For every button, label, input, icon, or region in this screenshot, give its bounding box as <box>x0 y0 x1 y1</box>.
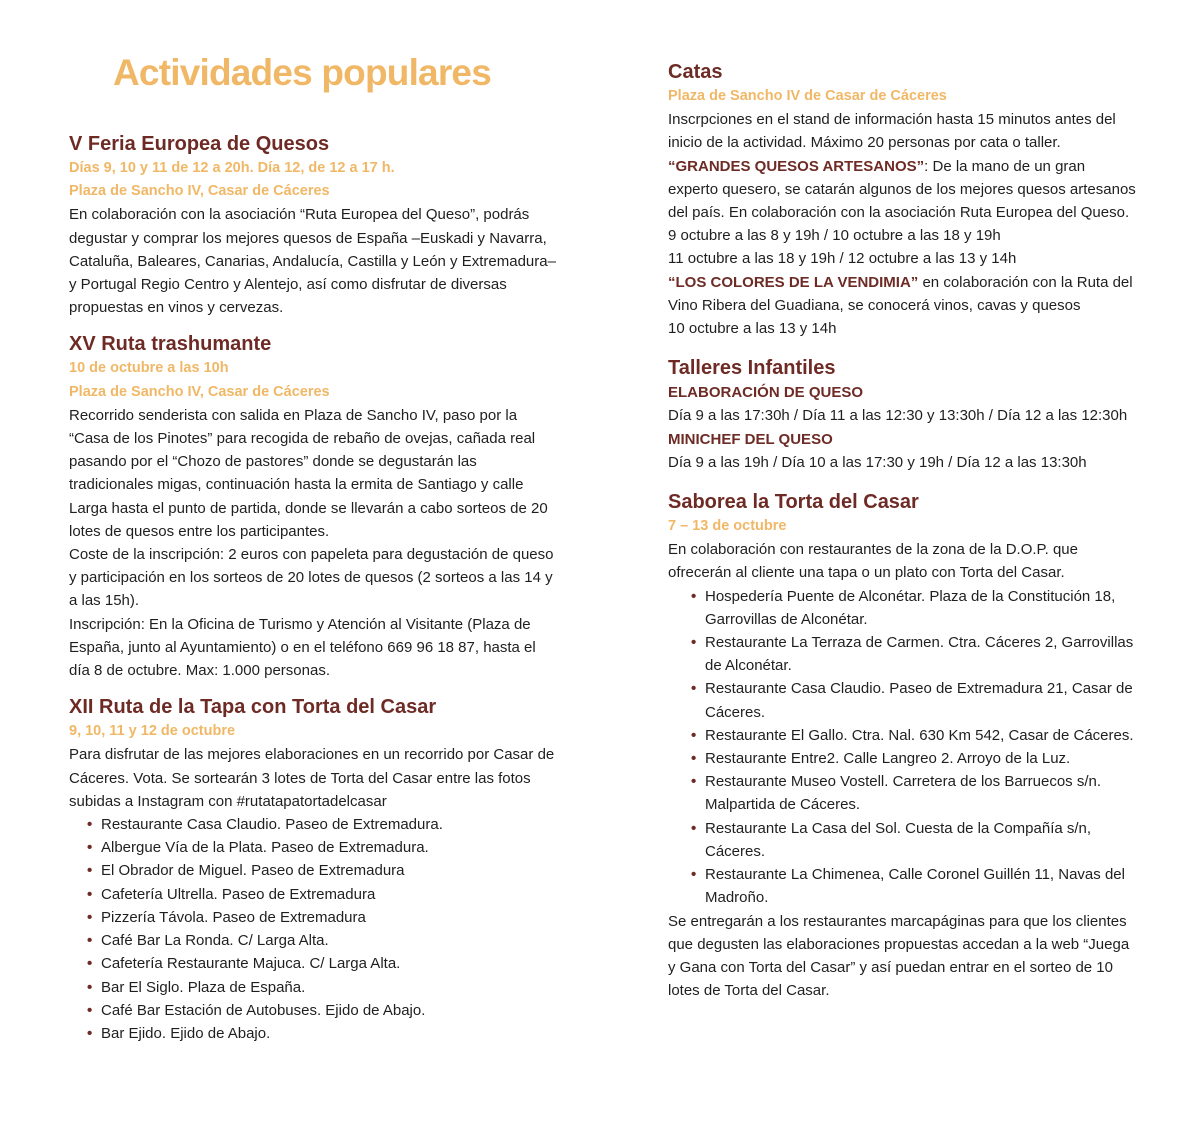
list-item: • Restaurante Casa Claudio. Paseo de Extremadura. <box>87 813 559 836</box>
list-item: • Cafetería Restaurante Majuca. C/ Larga Alta. <box>87 952 559 975</box>
list-item: • Café Bar Estación de Autobuses. Ejido de Abajo. <box>87 999 559 1022</box>
list-item: • Restaurante La Casa del Sol. Cuesta de la Compañía s/n, Cáceres. <box>691 817 1138 863</box>
section-feria <box>69 131 559 319</box>
section-title: V Feria Europea de Quesos <box>69 133 330 155</box>
list-item: • Restaurante Museo Vostell. Carretera de los Barruecos s/n. Malpartida de Cáceres. <box>691 770 1138 816</box>
cata-text: : De la mano de un gran experto quesero, se catarán algunos de los mejores quesos artesanos del país. En colaboración con la asociación Ruta Europea del Queso. <box>668 157 1136 222</box>
event-place: Plaza de Sancho IV de Casar de Cáceres <box>668 88 947 104</box>
event-place: Plaza de Sancho IV, Casar de Cáceres <box>69 183 330 200</box>
list-item: • Restaurante La Chimenea, Calle Coronel Guillén 11, Navas del Madroño. <box>691 863 1138 909</box>
list-item: • Restaurante Entre2. Calle Langreo 2. Arroyo de la Luz. <box>691 747 1138 770</box>
section-catas <box>668 59 1138 340</box>
event-description: Recorrido senderista con salida en Plaza de Sancho IV, paso por la “Casa de los Pinotes” para recogida de rebaño de ovejas, cañada real pasando por el “Chozo de pastores” donde se degustarán las tradicionales migas, continuación hasta la ermita de Santiago y calle Larga hasta el punto de partida, donde se llevarán a cabo sorteos de 20 lotes de quesos entre los participantes. <box>69 406 548 540</box>
cata-grandes-quesos <box>668 155 1138 225</box>
section-title: Saborea la Torta del Casar <box>668 491 919 514</box>
section-saborea-torta <box>668 489 1138 1002</box>
left-column <box>69 131 559 1045</box>
section-ruta-tapa <box>69 694 559 1045</box>
page-title: Actividades populares <box>113 52 491 93</box>
event-dates: 7 – 13 de octubre <box>668 518 787 535</box>
section-ruta-trashumante <box>69 331 559 682</box>
cata-dates: 10 octubre a las 13 y 14h <box>668 320 837 338</box>
event-description: Para disfrutar de las mejores elaboraciones en un recorrido por Casar de Cáceres. Vota. Se sortearán 3 lotes de Torta del Casar entre las fotos subidas a Instagram con #rutatapatortadelcasar <box>69 746 555 810</box>
taller-dates: Día 9 a las 19h / Día 10 a las 17:30 y 19h / Día 12 a las 13:30h <box>668 453 1087 471</box>
section-title: XV Ruta trashumante <box>69 333 272 356</box>
section-talleres <box>668 355 1138 474</box>
right-column <box>668 59 1138 1002</box>
list-item: • Albergue Vía de la Plata. Paseo de Extremadura. <box>87 836 559 859</box>
cata-colores-vendimia <box>668 271 1138 317</box>
event-info: Inscrpciones en el stand de información hasta 15 minutos antes del inicio de la actividad. Máximo 20 personas por cata o taller. <box>668 111 1116 152</box>
cata-dates: 11 octubre a las 18 y 19h / 12 octubre a las 13 y 14h <box>668 250 1017 268</box>
event-dates: Días 9, 10 y 11 de 12 a 20h. Día 12, de 12 a 17 h. <box>69 160 395 176</box>
list-item: • Pizzería Távola. Paseo de Extremadura <box>87 906 559 929</box>
event-description: En colaboración con la asociación “Ruta Europea del Queso”, podrás degustar y comprar los mejores quesos de España –Euskadi y Navarra, Cataluña, Baleares, Canarias, Andalucía, Castilla y León y Extremadura– y Portugal Regio Centro y Alentejo, así como disfrutar de diversas propuestas en vinos y cervezas. <box>69 206 556 317</box>
list-item: • Bar El Siglo. Plaza de España. <box>87 976 559 999</box>
event-closing: Se entregarán a los restaurantes marcapáginas para que los clientes que degusten las elaboraciones propuestas accedan a la web “Juega y Gana con Torta del Casar” y así puedan entrar en el sorteo de 10 lotes de Torta del Casar. <box>668 912 1130 1000</box>
list-item: • Cafetería Ultrella. Paseo de Extremadura <box>87 883 559 906</box>
cata-text: en colaboración con la Ruta del Vino Ribera del Guadiana, se conocerá vinos, cavas y quesos <box>668 273 1133 314</box>
taller-dates: Día 9 a las 17:30h / Día 11 a las 12:30 y 13:30h / Día 12 a las 12:30h <box>668 407 1128 425</box>
list-item: • Bar Ejido. Ejido de Abajo. <box>87 1022 559 1045</box>
event-cost: Coste de la inscripción: 2 euros con papeleta para degustación de queso y participación en los sorteos de 20 lotes de quesos (2 sorteos a las 14 y a las 15h). <box>69 546 554 610</box>
event-dates: 9, 10, 11 y 12 de octubre <box>69 723 236 740</box>
event-date: 10 de octubre a las 10h <box>69 360 229 377</box>
section-title: Talleres Infantiles <box>668 357 836 380</box>
torta-restaurant-list <box>668 585 1138 910</box>
section-title: Catas <box>668 61 723 83</box>
list-item: • Hospedería Puente de Alconétar. Plaza de la Constitución 18, Garrovillas de Alconétar. <box>691 585 1138 631</box>
list-item: • Restaurante Casa Claudio. Paseo de Extremadura 21, Casar de Cáceres. <box>691 677 1138 723</box>
event-description: En colaboración con restaurantes de la zona de la D.O.P. que ofrecerán al cliente una tapa o un plato con Torta del Casar. <box>668 541 1078 582</box>
cata-label: “GRANDES QUESOS ARTESANOS” <box>668 157 925 175</box>
section-title: XII Ruta de la Tapa con Torta del Casar <box>69 696 437 719</box>
cata-dates: 9 octubre a las 8 y 19h / 10 octubre a las 18 y 19h <box>668 227 1001 245</box>
cata-label: “LOS COLORES DE LA VENDIMIA” <box>668 273 919 291</box>
list-item: • El Obrador de Miguel. Paseo de Extremadura <box>87 859 559 882</box>
list-item: • Café Bar La Ronda. C/ Larga Alta. <box>87 929 559 952</box>
taller-name: MINICHEF DEL QUESO <box>668 430 833 448</box>
event-place: Plaza de Sancho IV, Casar de Cáceres <box>69 383 330 400</box>
list-item: • Restaurante La Terraza de Carmen. Ctra. Cáceres 2, Garrovillas de Alconétar. <box>691 631 1138 677</box>
tapa-venue-list <box>69 813 559 1045</box>
list-item: • Restaurante El Gallo. Ctra. Nal. 630 Km 542, Casar de Cáceres. <box>691 724 1138 747</box>
event-signup: Inscripción: En la Oficina de Turismo y Atención al Visitante (Plaza de España, junto al Ayuntamiento) o en el teléfono 669 96 18 87, hasta el día 8 de octubre. Max: 1.000 personas. <box>69 615 536 680</box>
taller-name: ELABORACIÓN DE QUESO <box>668 384 864 402</box>
